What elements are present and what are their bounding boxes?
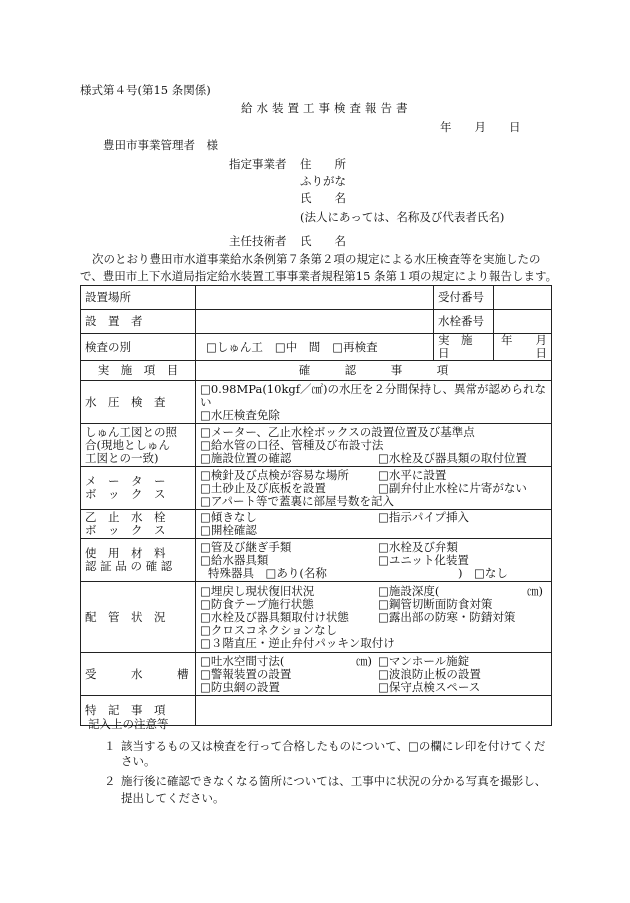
checkbox-fixture-position[interactable]: □水栓及び器具類の取付位置 (378, 450, 527, 465)
chief-engineer-name-label: 氏 名 (300, 234, 346, 248)
meter-box-items (196, 467, 552, 510)
checkbox-manhole-lock[interactable]: □マンホール施錠 (378, 653, 470, 668)
checkbox-air-gap[interactable]: □吐水空間寸法( (200, 653, 285, 668)
reception-number-field[interactable] (494, 286, 552, 310)
checkbox-interim[interactable]: □中 間 (274, 339, 321, 354)
otsu-box-items (196, 510, 552, 539)
materials-label: 使 用 材 料 認 証 品 の 確 認 (81, 539, 196, 582)
intro-line-1: 次のとおり豊田市水道事業給水条例第７条第２項の規定による水圧検査等を実施したの (92, 252, 541, 266)
table-row (81, 510, 552, 539)
piping-label: 配 管 状 況 (81, 582, 196, 653)
checkbox-check-valve[interactable]: □３階直圧・逆止弁付パッキン取付け (200, 635, 395, 650)
inspection-type-label: 検査の別 (81, 334, 196, 361)
exec-date-value: 年 月 日 (501, 333, 571, 360)
column-header-item: 実 施 項 目 (81, 361, 196, 381)
checkbox-unit-device[interactable]: □ユニット化装置 (378, 552, 469, 567)
checkbox-maintenance-space[interactable]: □保守点検スペース (378, 679, 481, 694)
address-label: 住 所 (300, 157, 346, 171)
note-2-number: ２ (104, 774, 116, 788)
intro-line-2: で、豊田市上下水道局指定給水装置工事事業者規程第15 条第１項の規定により報告します。 (80, 269, 558, 283)
checkbox-pipe-size[interactable]: □給水管の口径、管種及び布設寸法 (200, 437, 384, 452)
depth-unit: ㎝) (527, 583, 544, 598)
table-row (81, 286, 552, 310)
drawing-check-label: しゅん工図との照 合(現地としゅん 工図との一致) (81, 424, 196, 467)
pressure-test-label: 水 圧 検 査 (81, 381, 196, 424)
exec-date-field[interactable] (494, 333, 571, 361)
checkbox-valve-open[interactable]: □開栓確認 (200, 523, 257, 537)
note-1-line-1: 該当するもの又は検査を行って合格したものについて、□の欄にレ印を付けてくだ (121, 739, 546, 753)
site-field[interactable] (196, 286, 434, 310)
table-row (81, 582, 552, 653)
table-row (81, 424, 552, 467)
checkbox-depth[interactable]: □施設深度( (378, 583, 440, 598)
checkbox-pressure-hold[interactable]: □0.98MPa(10kgf／㎠)の水圧を２分間保持し、異常が認められな (200, 381, 547, 396)
exec-date-label: 実 施 日 (434, 334, 494, 361)
checkbox-easy-reading[interactable]: □検針及び点検が容易な場所 (200, 467, 349, 482)
site-label: 設置場所 (81, 286, 196, 310)
reception-number-label: 受付番号 (434, 286, 494, 310)
table-row (81, 361, 552, 381)
checkbox-no-cross-connection[interactable]: □クロスコネクションなし (200, 622, 338, 637)
corporate-note: (法人にあっては、名称及び代表者氏名) (300, 210, 505, 224)
installer-label: 設 置 者 (81, 310, 196, 334)
checkbox-room-number[interactable]: □アパート等で蓋裏に部屋号数を記入 (200, 493, 394, 508)
checkbox-anticorrosion-tape[interactable]: □防食テープ施行状態 (200, 596, 314, 611)
checkbox-fixture-install[interactable]: □水栓及び器具類取付け状態 (200, 609, 349, 624)
note-2-line-2: 提出してください。 (121, 791, 225, 805)
checkbox-special-no[interactable]: ) □なし (458, 565, 508, 580)
meter-number-label: 水栓番号 (434, 310, 494, 334)
notes-heading: 記入上の注意等 (88, 717, 169, 731)
table-row (81, 381, 552, 424)
checkbox-special-yes[interactable]: 特殊器具 □あり(名称 (208, 565, 327, 580)
tank-label: 受 水 槽 (81, 653, 196, 696)
checkbox-insect-net[interactable]: □防虫網の設置 (200, 679, 280, 694)
name-label: 氏 名 (300, 191, 346, 205)
installer-field[interactable] (196, 310, 434, 334)
note-1-number: １ (104, 739, 116, 753)
materials-items (196, 539, 552, 582)
meter-box-label: メ ー タ ー ボ ッ ク ス (81, 467, 196, 510)
otsu-box-label: 乙 止 水 栓 ボ ッ ク ス (81, 510, 196, 539)
air-gap-unit: ㎝) (356, 653, 372, 668)
checkbox-alarm[interactable]: □警報装置の設置 (200, 666, 292, 681)
checkbox-no-tilt[interactable]: □傾きなし (200, 510, 257, 524)
designated-company-label: 指定事業者 (229, 157, 287, 171)
checkbox-exposed-protection[interactable]: □露出部の防寒・防錆対策 (378, 609, 516, 624)
checkbox-valves[interactable]: □水栓及び弁類 (378, 539, 458, 554)
chief-engineer-label: 主任技術者 (229, 234, 287, 248)
table-row (81, 653, 552, 696)
checkbox-backfill[interactable]: □埋戻し現状復旧状況 (200, 583, 315, 598)
page-title: 給水装置工事検査報告書 (241, 101, 412, 115)
table-row (81, 539, 552, 582)
checkbox-pipes-joints[interactable]: □管及び継ぎ手類 (200, 539, 292, 554)
form-number: 様式第４号(第15 条関係) (80, 83, 211, 97)
table-row (81, 467, 552, 510)
checkbox-no-offset[interactable]: □副弁付止水栓に片寄がない (378, 480, 527, 495)
inspection-type-options (196, 334, 434, 361)
checkbox-completion[interactable]: □しゅん工 (206, 339, 263, 354)
drawing-check-items (196, 424, 552, 467)
table-row (81, 310, 552, 334)
furigana-label: ふりがな (300, 174, 346, 188)
column-header-check: 確 認 事 項 (196, 361, 552, 381)
checkbox-pressure-exempt[interactable]: □水圧検査免除 (200, 407, 280, 422)
note-1-line-2: さい。 (121, 754, 156, 768)
checkbox-meter-position[interactable]: □メーター、乙止水栓ボックスの設置位置及び基準点 (200, 424, 475, 439)
checkbox-reinspection[interactable]: □再検査 (332, 339, 378, 354)
checkbox-facility-position[interactable]: □施設位置の確認 (200, 450, 292, 465)
inspection-form-table (80, 285, 571, 726)
addressee: 豊田市事業管理者 様 (103, 138, 218, 152)
pressure-hold-wrap: い (200, 394, 212, 409)
piping-items (196, 582, 552, 653)
checkbox-supply-fixtures[interactable]: □給水器具類 (200, 552, 269, 567)
tank-items (196, 653, 552, 696)
notes-label: 特 記 事 項 (81, 696, 196, 726)
checkbox-indicator-pipe[interactable]: □指示パイプ挿入 (378, 510, 470, 524)
note-2-line-1: 施行後に確認できなくなる箇所については、工事中に状況の分かる写真を撮影し、 (121, 774, 547, 788)
checkbox-cut-surface[interactable]: □鋼管切断面防食対策 (378, 596, 493, 611)
checkbox-level[interactable]: □水平に設置 (378, 467, 447, 482)
pressure-test-items (196, 381, 552, 424)
checkbox-base-plate[interactable]: □土砂止及び底板を設置 (200, 480, 326, 495)
notes-field[interactable] (196, 696, 552, 726)
report-date: 年 月 日 (440, 120, 521, 134)
checkbox-wave-plate[interactable]: □波浪防止板の設置 (378, 666, 481, 681)
table-row (81, 334, 552, 361)
meter-number-field[interactable] (494, 310, 552, 334)
